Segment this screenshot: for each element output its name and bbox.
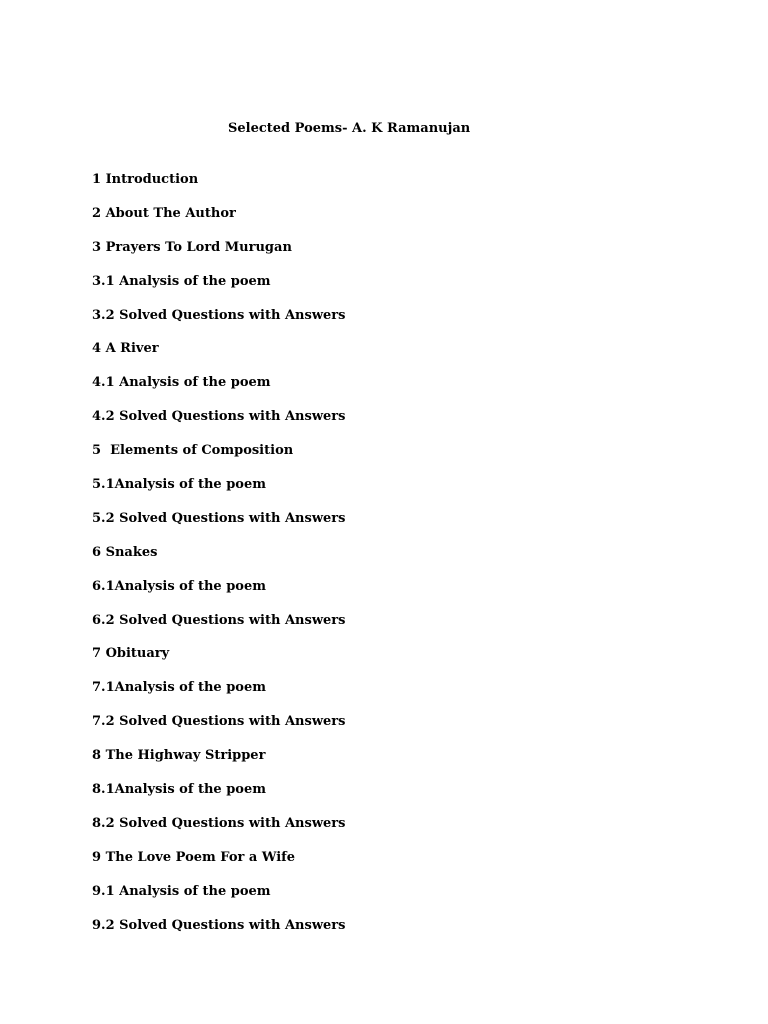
toc-entry-obituary-analysis: 7.1Analysis of the poem — [92, 680, 267, 696]
toc-entry-snakes: 6 Snakes — [92, 544, 158, 560]
toc-entry-murugan-analysis: 3.1 Analysis of the poem — [92, 273, 271, 289]
toc-entry-love-poem-for-a-wife: 9 The Love Poem For a Wife — [92, 849, 295, 865]
toc-entry-introduction: 1 Introduction — [92, 172, 199, 187]
toc-entry-murugan-questions: 3.2 Solved Questions with Answers — [92, 307, 346, 323]
toc-entry-the-highway-stripper: 8 The Highway Stripper — [92, 748, 266, 764]
toc-entry-love-poem-analysis: 9.1 Analysis of the poem — [92, 883, 271, 899]
toc-entry-composition-analysis: 5.1Analysis of the poem — [92, 477, 267, 493]
toc-entry-obituary-questions: 7.2 Solved Questions with Answers — [92, 714, 346, 730]
toc-entry-river-analysis: 4.1 Analysis of the poem — [92, 375, 271, 391]
table-of-contents — [92, 171, 345, 950]
toc-entry-river-questions: 4.2 Solved Questions with Answers — [92, 409, 346, 425]
toc-entry-about-the-author: 2 About The Author — [92, 205, 236, 221]
toc-entry-snakes-questions: 6.2 Solved Questions with Answers — [92, 612, 346, 628]
toc-entry-composition-questions: 5.2 Solved Questions with Answers — [92, 510, 346, 526]
toc-entry-highway-stripper-questions: 8.2 Solved Questions with Answers — [92, 815, 346, 831]
toc-entry-highway-stripper-analysis: 8.1Analysis of the poem — [92, 782, 267, 798]
toc-entry-snakes-analysis: 6.1Analysis of the poem — [92, 578, 267, 594]
toc-entry-obituary: 7 Obituary — [92, 646, 170, 662]
toc-entry-love-poem-questions: 9.2 Solved Questions with Answers — [92, 917, 346, 933]
toc-entry-elements-of-composition: 5 Elements of Composition — [92, 443, 294, 459]
toc-entry-a-river: 4 A River — [92, 341, 159, 357]
document-title: Selected Poems- A. K Ramanujan — [228, 121, 471, 136]
toc-entry-prayers-to-lord-murugan: 3 Prayers To Lord Murugan — [92, 239, 292, 255]
